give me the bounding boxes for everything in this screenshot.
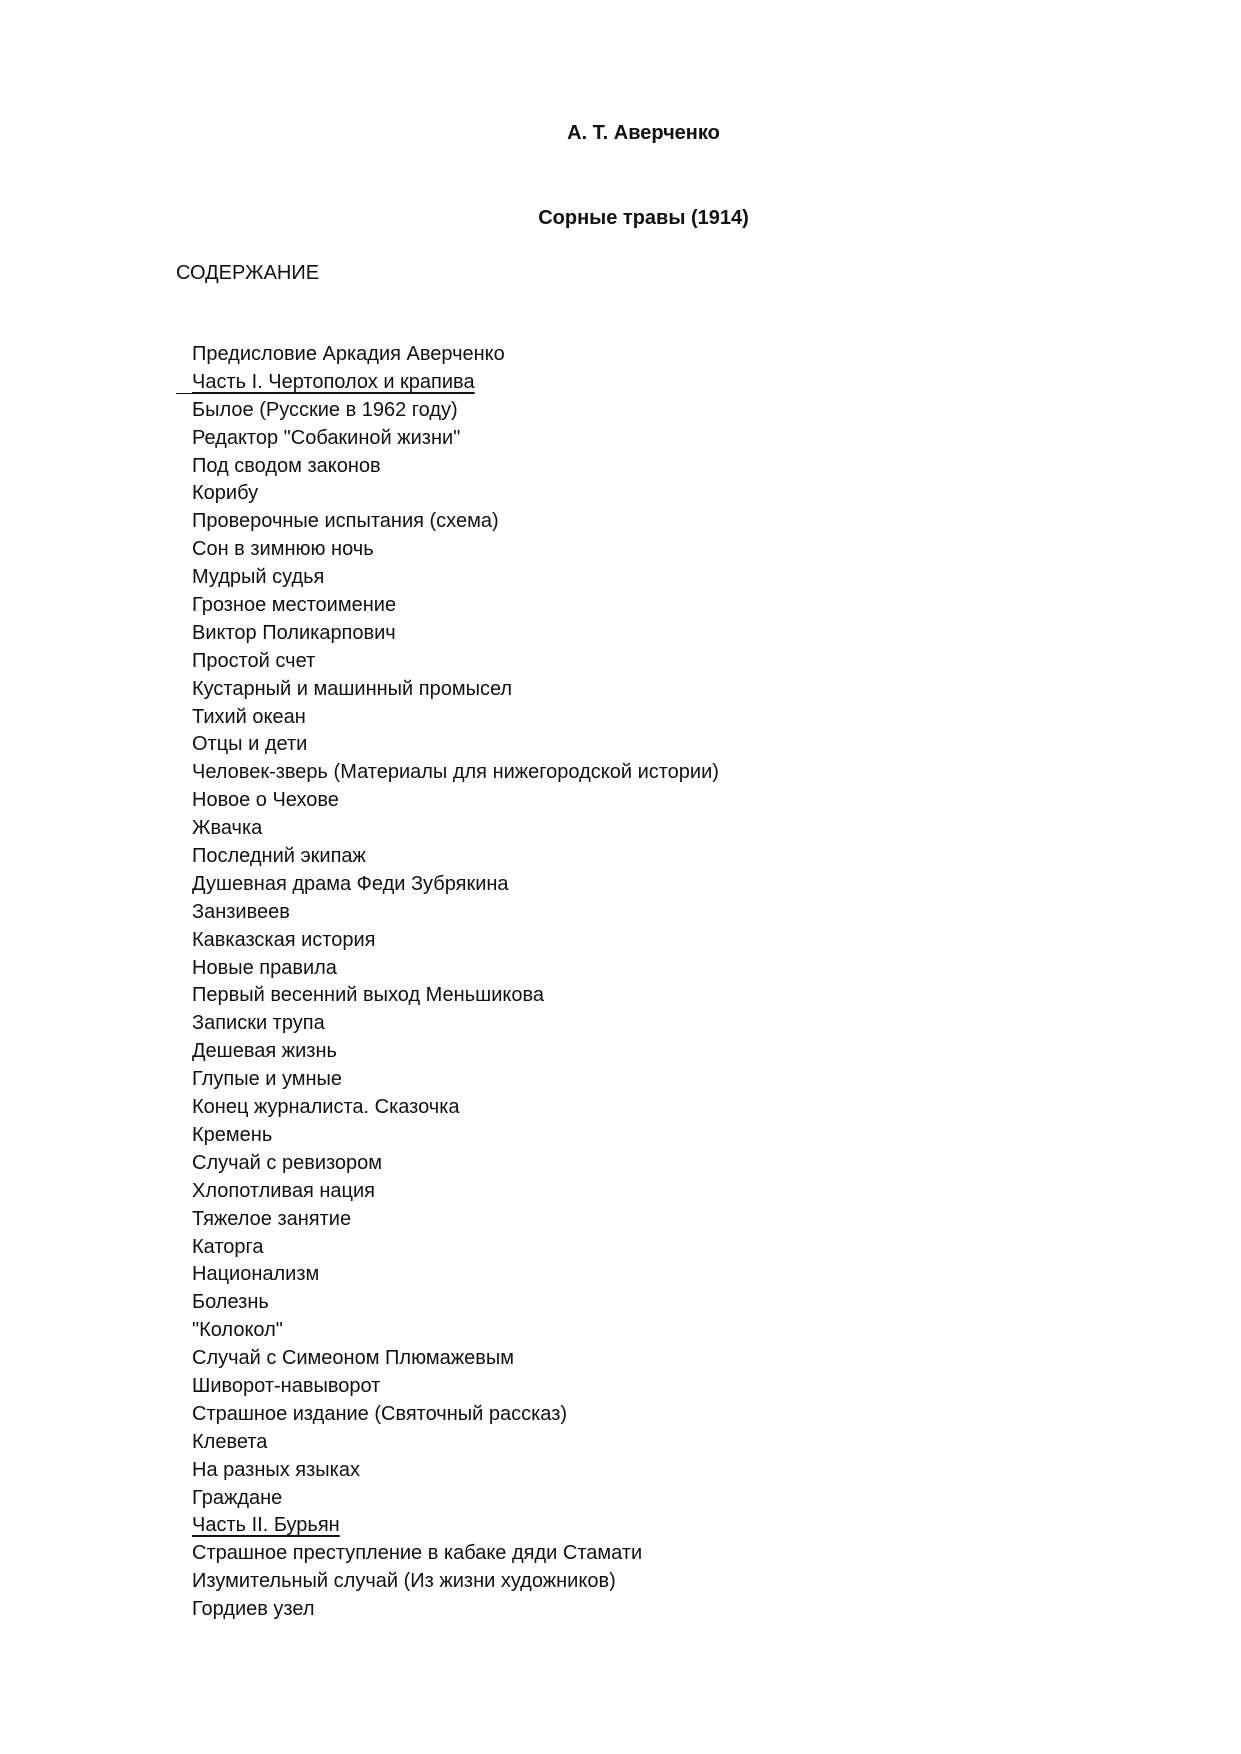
toc-entry: Былое (Русские в 1962 году) [192,398,458,421]
toc-entry: Виктор Поликарпович [192,621,396,644]
toc-entry: Отцы и дети [192,733,308,756]
toc-entry: Гордиев узел [192,1598,315,1621]
toc-entry: Конец журналиста. Сказочка [192,1096,460,1119]
toc-entry: Граждане [192,1486,283,1509]
author-name: А. Т. Аверченко [567,122,720,144]
toc-entry: "Колокол" [192,1319,283,1342]
toc-entry: Мудрый судья [192,566,325,589]
toc-entry: Дешевая жизнь [192,1040,337,1063]
toc-entry: На разных языках [192,1458,360,1481]
toc-entry: Предисловие Аркадия Аверченко [192,343,505,365]
toc-entry: Тихий океан [192,705,306,728]
toc-entry: Кремень [192,1123,273,1146]
toc-entry: Каторга [192,1235,264,1258]
toc-entry: Новое о Чехове [192,789,339,812]
toc-entry: Случай с Симеоном Плюмажевым [192,1347,514,1370]
toc-entry: Национализм [192,1263,320,1286]
toc-entry: Занзивеев [192,900,290,923]
toc-entry: Кустарный и машинный промысел [192,677,513,700]
toc-entry: Человек-зверь (Материалы для нижегородской истории) [192,761,719,784]
toc-entry: Жвачка [192,817,263,840]
toc-entry: Страшное издание (Святочный рассказ) [192,1402,568,1425]
toc-entry: Сон в зимнюю ночь [192,538,374,561]
toc-entry: Тяжелое занятие [192,1207,352,1230]
toc-entry: Шиворот-навыворот [192,1374,381,1397]
toc-entry: Клевета [192,1430,268,1453]
toc-entry: Глупые и умные [192,1068,343,1091]
toc-entry: Изумительный случай (Из жизни художников) [192,1570,616,1593]
toc-entry: Первый весенний выход Меньшикова [192,984,544,1007]
toc-entry: Грозное местоимение [192,594,397,617]
toc-entry: Болезнь [192,1291,269,1314]
toc-entry: Случай с ревизором [192,1151,383,1174]
toc-entry: Новые правила [192,956,337,979]
toc-entry: Записки трупа [192,1012,325,1035]
toc-entry: Душевная драма Феди Зубрякина [192,872,509,895]
toc-entry: Под сводом законов [192,454,381,477]
toc-entry: Кавказская история [192,928,376,951]
toc-section-heading: Часть I. Чертополох и крапива [192,369,719,397]
table-of-contents [192,341,719,1624]
toc-entry: Страшное преступление в кабаке дяди Стамати [192,1542,643,1565]
toc-section-heading: Часть II. Бурьян [192,1514,340,1537]
toc-entry: Последний экипаж [192,845,366,868]
toc-entry: Простой счет [192,649,316,672]
toc-heading: СОДЕРЖАНИЕ [176,262,320,284]
book-title: Сорные травы (1914) [538,207,749,229]
toc-entry: Проверочные испытания (схема) [192,510,499,533]
toc-entry: Корибу [192,482,259,505]
toc-entry: Хлопотливая нация [192,1179,375,1202]
toc-entry: Редактор "Собакиной жизни" [192,426,461,449]
